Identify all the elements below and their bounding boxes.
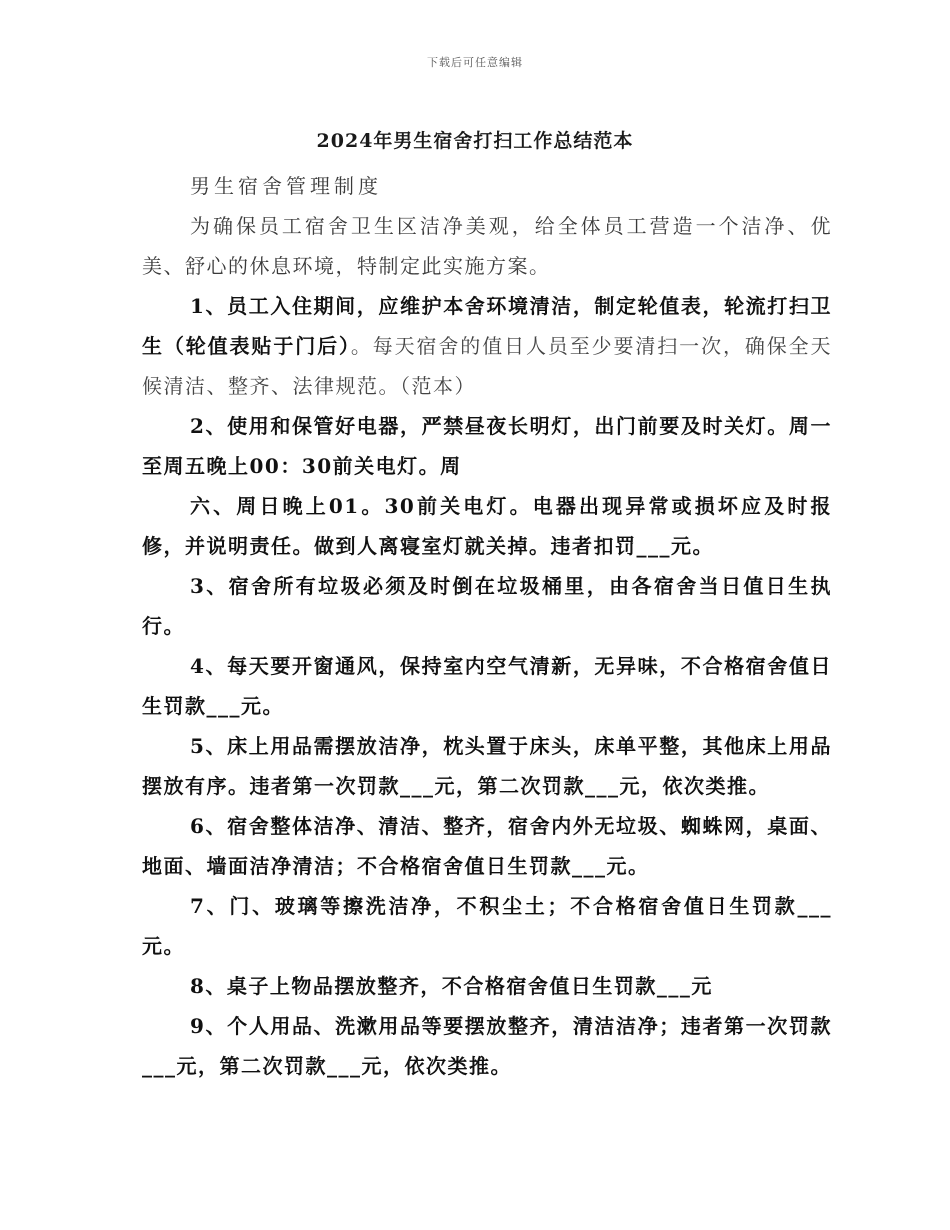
rule-1-bold-text: 1、员工入住期间，应维护本舍环境清洁，制定轮值表，轮流打扫卫生（轮值表贴于门后） [142, 294, 832, 358]
rule-5-paragraph: 5、床上用品需摆放洁净，枕头置于床头，床单平整，其他床上用品摆放有序。违者第一次罚款___元，第二次罚款___元，依次类推。 [142, 734, 832, 798]
document-subtitle: 男生宿舍管理制度 [190, 174, 382, 198]
rule-8-paragraph: 8、桌子上物品摆放整齐，不合格宿舍值日生罚款___元 [190, 974, 713, 998]
rule-7-paragraph: 7、门、玻璃等擦洗洁净，不积尘土；不合格宿舍值日生罚款___元。 [142, 894, 832, 958]
header-note: 下载后可任意编辑 [427, 56, 523, 69]
rule-3-paragraph: 3、宿舍所有垃圾必须及时倒在垃圾桶里，由各宿舍当日值日生执行。 [142, 574, 832, 638]
rule-1-light-text: 。每天宿舍的值日人员至少要清扫一次，确保全天候清洁、整齐、法律规范。（范本） [142, 334, 833, 398]
rule-4-paragraph: 4、每天要开窗通风，保持室内空气清新，无异味，不合格宿舍值日生罚款___元。 [142, 654, 832, 718]
rule-2-paragraph: 2、使用和保管好电器，严禁昼夜长明灯，出门前要及时关灯。周一至周五晚上00：30前关电灯。周 [142, 414, 832, 478]
rule-2-continued-paragraph: 六、周日晚上01。30前关电灯。电器出现异常或损坏应及时报修，并说明责任。做到人离寝室灯就关掉。违者扣罚___元。 [142, 494, 832, 558]
rule-1-paragraph [142, 286, 832, 406]
document-body [142, 166, 832, 1086]
document-title: 2024年男生宿舍打扫工作总结范本 [316, 130, 634, 152]
rule-6-paragraph: 6、宿舍整体洁净、清洁、整齐，宿舍内外无垃圾、蜘蛛网，桌面、地面、墙面洁净清洁；不合格宿舍值日生罚款___元。 [142, 814, 832, 878]
rule-9-paragraph: 9、个人用品、洗漱用品等要摆放整齐，清洁洁净；违者第一次罚款___元，第二次罚款___元，依次类推。 [142, 1014, 832, 1078]
intro-paragraph: 为确保员工宿舍卫生区洁净美观，给全体员工营造一个洁净、优美、舒心的休息环境，特制定此实施方案。 [142, 214, 832, 278]
